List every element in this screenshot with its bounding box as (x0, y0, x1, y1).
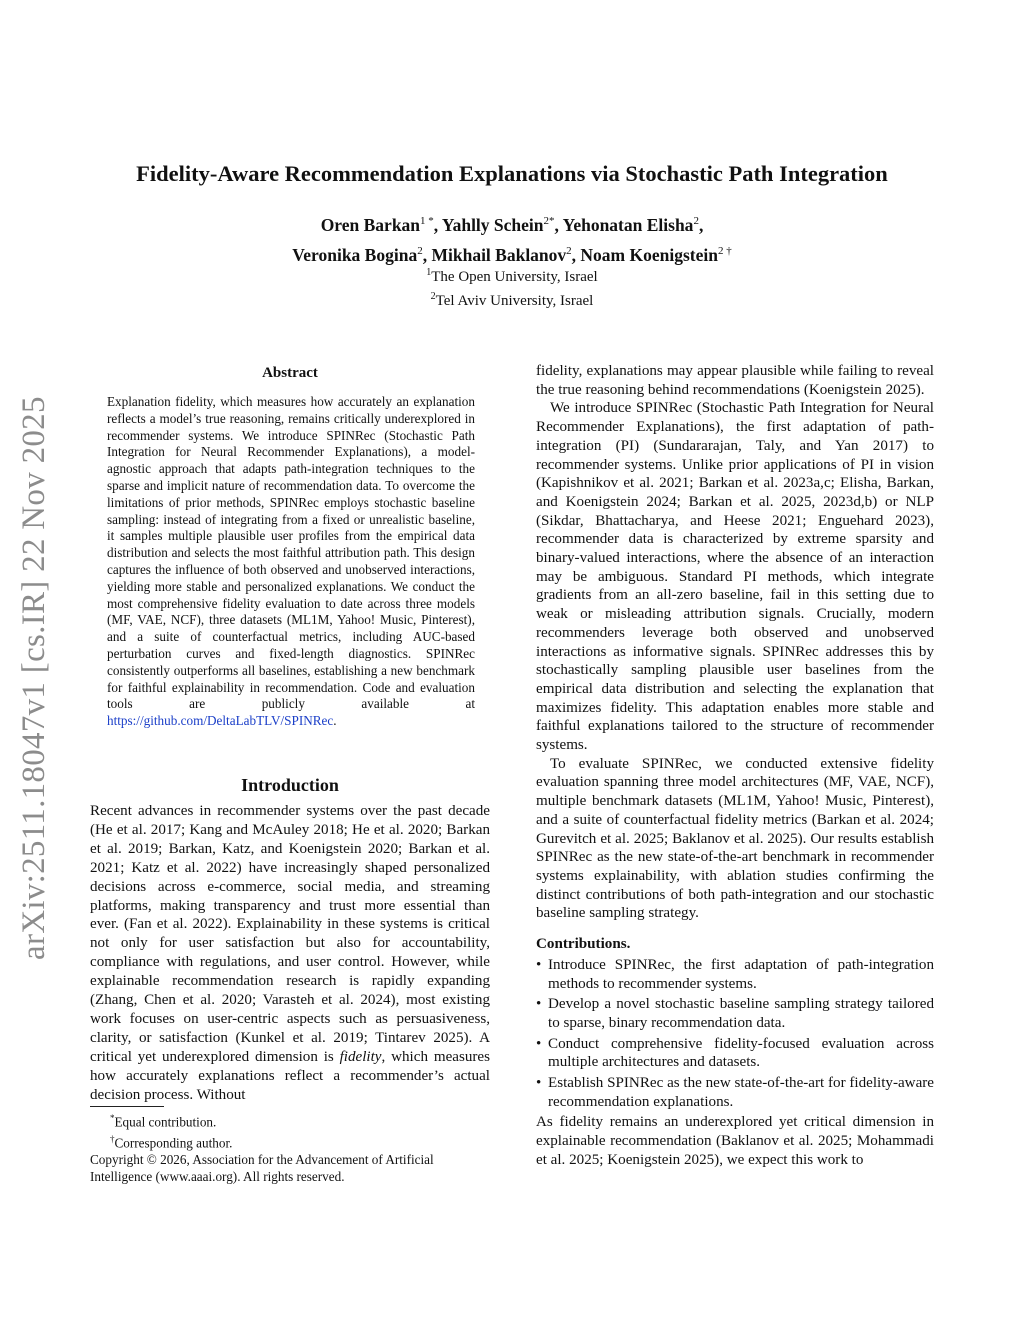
author-name: Mikhail Baklanov (431, 244, 567, 265)
author-line-1: Oren Barkan$^{1 *}$, Yahlly Schein$^{2*}$, Yehonatan Elisha$^2$, (320, 214, 704, 235)
author-affiliation-mark: 2* (543, 215, 555, 227)
author-list (120, 208, 904, 268)
code-repository-link[interactable]: https://github.com/DeltaLabTLV/SPINRec (107, 713, 334, 729)
paper-title: Fidelity-Aware Recommendation Explanations via Stochastic Path Integration (136, 161, 888, 186)
affiliation: $^2$Tel Aviv University, Israel (430, 291, 594, 309)
affiliations (200, 263, 824, 311)
author-name: Yahlly Schein (441, 214, 544, 235)
paragraph-continued: fidelity, explanations may appear plausible while failing to reveal the true reasoning behind recommendations (Koenigstein 2025). (536, 363, 934, 398)
bullet-icon: • (536, 1035, 542, 1052)
list-item: • Establish SPINRec as the new state-of-the-art for fidelity-aware recommendation explanations. (536, 1075, 935, 1110)
introduction-heading: Introduction (241, 775, 339, 795)
affiliation: $^1$The Open University, Israel (426, 267, 598, 285)
contributions-heading: Contributions. (536, 936, 631, 953)
list-item: • Develop a novel stochastic baseline sampling strategy tailored to sparse, binary recommendation data. (536, 996, 934, 1031)
abstract-heading: Abstract (262, 365, 318, 381)
list-item: • Introduce SPINRec, the first adaptation of path-integration methods to recommender systems. (536, 956, 934, 992)
abstract-body: Explanation fidelity, which measures how accurately an explanation reflects a model’s true reasoning, remains critically underexplored in recommender systems. We introduce SPINRec (Stochastic Path Integration for Neural Recommender Explanations), a model-agnostic approach that adapts path-integration techniques to the sparse and implicit nature of recommendation data. To overcome the limitations of prior methods, SPINRec employs stochastic baseline sampling: instead of integrating from a fixed or unrealistic baseline, it samples multiple plausible user profiles from the empirical data distribution and selects the most faithful attribution path. This design captures the influence of both observed and unobserved interactions, yielding more stable and personalized explanations. We conduct the most comprehensive fidelity evaluation to date across three models (MF, VAE, NCF), three datasets (ML1M, Yahoo! Music, Pinterest), and a suite of counterfactual metrics, including AUC-based perturbation curves and fixed-length diagnostics. SPINRec consistently outperforms all baselines, establishing a new benchmark for faithful explainability in recommendation. Code and evaluation tools are publicly available at https://github.com/DeltaLabTLV/SPINRec. (107, 394, 475, 729)
contributions-list (536, 956, 934, 1112)
arxiv-identifier: arXiv:2511.18047v1 [cs.IR] 22 Nov 2025 (16, 396, 52, 960)
footnote-corresponding-author: †Corresponding author. (110, 1133, 233, 1150)
author-name: Veronika Bogina (292, 244, 418, 265)
footnote-divider (90, 1106, 164, 1107)
author-affiliation-mark: 2 (566, 244, 572, 257)
bullet-icon: • (536, 1075, 542, 1092)
author-name: Oren Barkan (320, 214, 421, 235)
author-name: Yehonatan Elisha (562, 214, 694, 235)
introduction-paragraph: Recent advances in recommender systems over the past decade (He et al. 2017; Kang and McAuley 2018; He et al. 2020; Barkan et al. 2019; Barkan, Katz, and Koenigstein 2020; Barkan et al. 2021; Katz et al. 2022) have increasingly shaped personalized decisions across e-commerce, social media, and streaming platforms, making transparency and trust more essential than ever. (Fan et al. 2022). Explainability in these systems is critical not only for user satisfaction but also for accountability, compliance with regulations, and user control. However, while explainable recommendation research is rapidly expanding (Zhang, Chen et al. 2020; Varasteh et al. 2024), most existing work focuses on user-centric aspects such as persuasiveness, clarity, or satisfaction (Kunkel et al. 2019; Tintarev 2025). A critical yet underexplored dimension is fidelity, which measures how accurately explanations reflect a recommender’s actual decision process. Without (90, 803, 490, 1103)
author-affiliation-mark: 2 † (718, 244, 732, 257)
paragraph: As fidelity remains an underexplored yet critical dimension in explainable recommendation (Baklanov et al. 2025; Mohammadi et al. 2025; Koenigstein 2025), we expect this work to (536, 1114, 934, 1168)
bullet-icon: • (536, 956, 542, 973)
paragraph: To evaluate SPINRec, we conducted extensive fidelity evaluation spanning three model architectures (MF, VAE, NCF), multiple benchmark datasets (ML1M, Yahoo! Music, Pinterest), and a suite of counterfactual fidelity metrics (Barkan et al. 2024; Gurevitch et al. 2025; Baklanov et al. 2025). Our results establish SPINRec as the new state-of-the-art benchmark in recommender systems explainability, with ablation studies confirming the distinct contributions of both path-integration and our stochastic baseline sampling strategy. (536, 755, 934, 922)
author-affiliation-mark: 2 (693, 215, 699, 227)
list-item: • Conduct comprehensive fidelity-focused evaluation across multiple architectures and datasets. (536, 1035, 934, 1071)
bullet-icon: • (536, 996, 542, 1013)
author-affiliation-mark: 2 (417, 244, 423, 257)
author-line-2: Veronika Bogina$^2$, Mikhail Baklanov$^2$, Noam Koenigstein$^{2 \dagger}$ (292, 244, 732, 265)
right-column (536, 362, 934, 1170)
copyright-notice: Copyright © 2026, Association for the Advancement of Artificial Intelligence (www.aaai.org). All rights reserved. (90, 1152, 434, 1185)
paragraph: We introduce SPINRec (Stochastic Path Integration for Neural Recommender Explanations), the first adaptation of path-integration (PI) (Sundararajan, Taly, and Yan 2017) to recommender systems. Unlike prior applications of PI in vision (Kapishnikov et al. 2021; Barkan et al. 2023a,c; Elisha, Barkan, and Koenigstein 2024; Barkan et al. 2025, 2023d,b) or NLP (Sikdar, Bhattacharya, and Heese 2021; Enguehard 2023), recommender data is characterized by extreme sparsity and binary-valued interactions, where the absence of an interaction may be ambiguous. Standard PI methods, which integrate gradients from an all-zero baseline, fail in this setting due to weak or misleading attribution signals. Crucially, modern recommenders leverage both observed and unobserved interactions as informative signals. SPINRec addresses this by stochastically sampling plausible user baselines from the empirical data distribution and selecting the explanation that maximizes fidelity. This adaptation enables more stable and faithful explanations tailored to the structure of recommender systems. (536, 400, 934, 754)
author-affiliation-mark: 1 * (420, 215, 434, 227)
footnote-equal-contribution: *Equal contribution. (110, 1113, 217, 1130)
author-name: Noam Koenigstein (580, 244, 718, 265)
footnotes (90, 1110, 490, 1186)
